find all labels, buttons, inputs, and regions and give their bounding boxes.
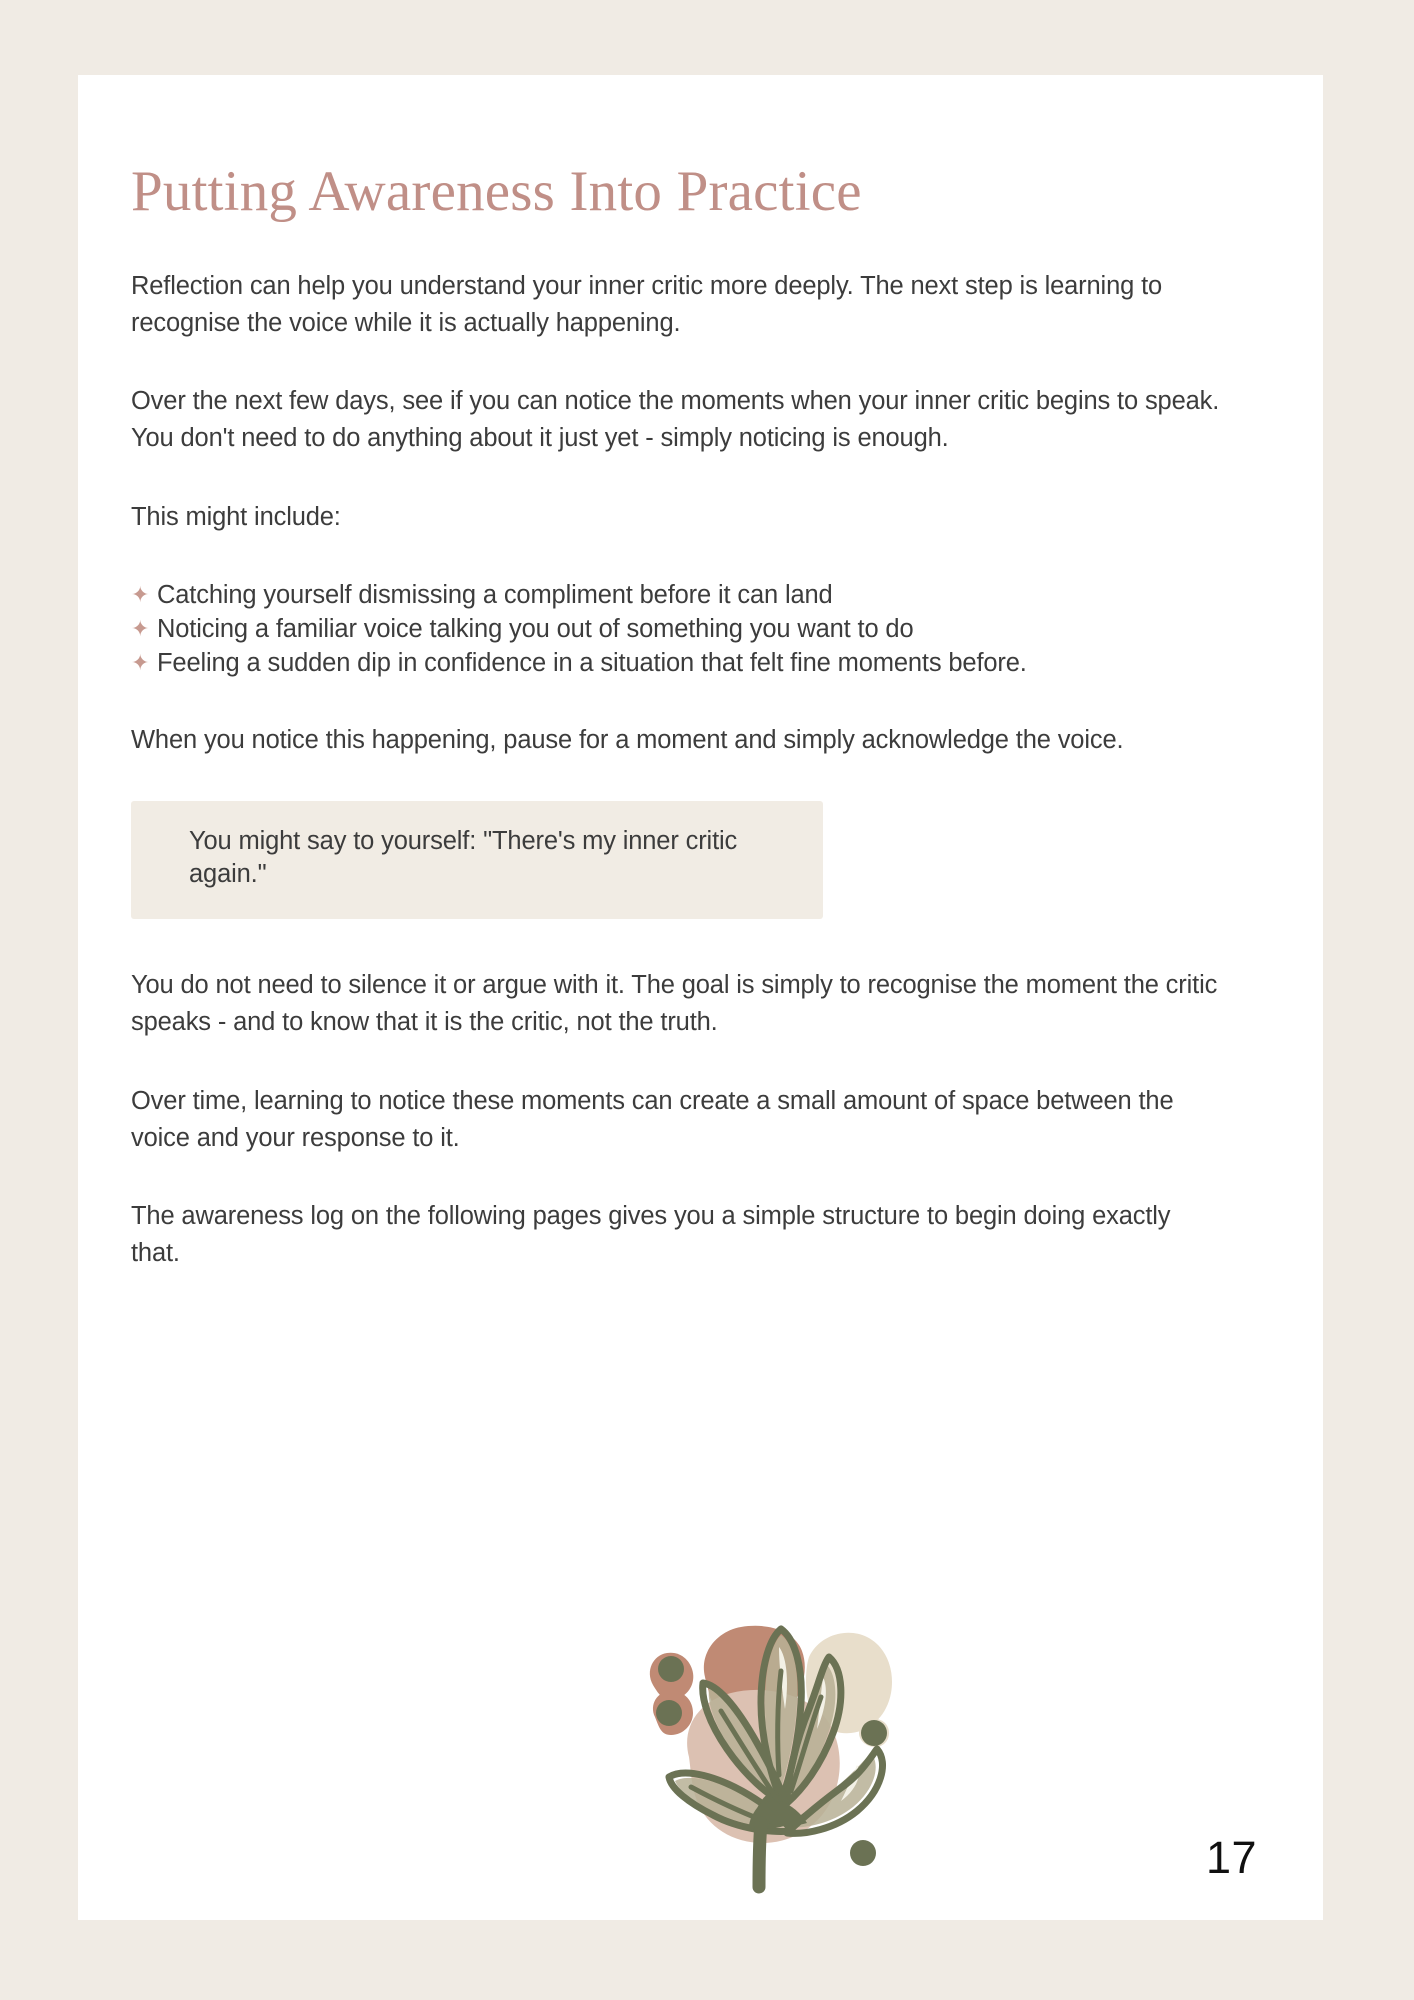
paragraph-over-time: Over time, learning to notice these moments can create a small amount of space between the voice and your response to it. [131, 1086, 1174, 1152]
page-title: Putting Awareness Into Practice [131, 160, 862, 223]
list-item-label: Noticing a familiar voice talking you out of something you want to do [157, 615, 914, 644]
botanical-flower-illustration [613, 1605, 933, 1895]
paragraph-intro: Reflection can help you understand your inner critic more deeply. The next step is learning to recognise the voice while it is actually happening. [131, 271, 1163, 337]
paragraph-lead-in: This might include: [131, 502, 341, 531]
callout-text: You might say to yourself: "There's my inner critic again." [189, 827, 738, 889]
sparkle-icon: ✦ [131, 649, 150, 675]
list-item-label: Catching yourself dismissing a compliment before it can land [157, 581, 833, 610]
paragraph-pause: When you notice this happening, pause for a moment and simply acknowledge the voice. [131, 726, 1124, 755]
sparkle-icon: ✦ [131, 616, 150, 642]
awareness-bullet-list [131, 579, 1221, 680]
list-item [131, 647, 1221, 681]
list-item [131, 579, 1221, 613]
page-content [131, 160, 1221, 1314]
sparkle-icon: ✦ [131, 582, 150, 608]
page-number: 17 [1205, 1832, 1257, 1883]
list-item [131, 613, 1221, 647]
paragraph-closing: The awareness log on the following pages gives you a simple structure to begin doing exactly that. [131, 1202, 1171, 1267]
list-item-label: Feeling a sudden dip in confidence in a situation that felt fine moments before. [157, 648, 1027, 677]
paragraph-observe: Over the next few days, see if you can notice the moments when your inner critic begins to speak. You don't need to do anything about it just yet - simply noticing is enough. [131, 387, 1220, 452]
page-sheet [78, 75, 1323, 1920]
callout-box [131, 801, 823, 919]
paragraph-no-silence: You do not need to silence it or argue with it. The goal is simply to recognise the moment the critic speaks - and to know that it is the critic, not the truth. [131, 971, 1218, 1037]
